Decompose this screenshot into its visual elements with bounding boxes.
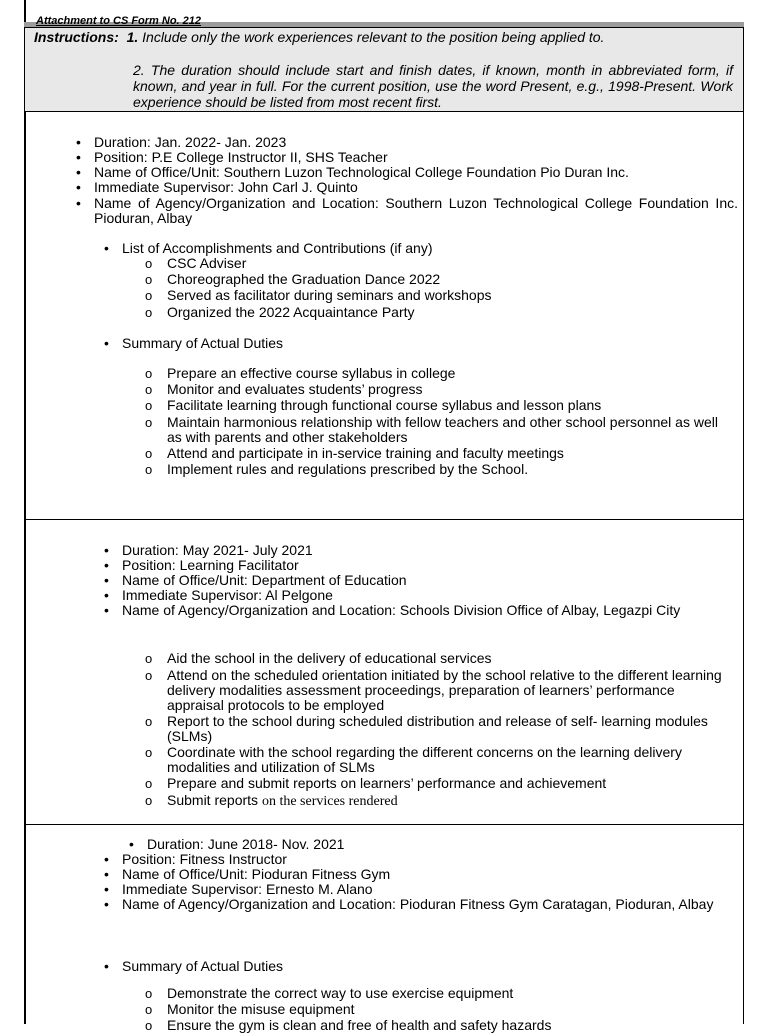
job1-duties-label: • Summary of Actual Duties: [122, 336, 283, 351]
list-item: o Monitor the misuse equipment: [167, 1002, 355, 1017]
list-item: o Served as facilitator during seminars and workshops: [167, 288, 492, 303]
job3-duration: • Duration: June 2018- Nov. 2021: [147, 837, 344, 852]
list-item-text-serif: on the services rendered: [261, 794, 398, 809]
instruction-1-number: 1.: [126, 29, 139, 45]
job3-supervisor: • Immediate Supervisor: Ernesto M. Alano: [122, 882, 373, 897]
job2-duration: • Duration: May 2021- July 2021: [122, 543, 313, 558]
list-item: o Aid the school in the delivery of educational services: [167, 651, 492, 666]
job1-position: • Position: P.E College Instructor II, SHS Teacher: [94, 150, 388, 165]
job3-office: • Name of Office/Unit: Pioduran Fitness Gym: [122, 867, 390, 882]
job1-accomplishments-label: • List of Accomplishments and Contributions (if any): [122, 241, 432, 256]
instructions-label: Instructions:: [34, 29, 119, 45]
list-item: o Facilitate learning through functional course syllabus and lesson plans: [167, 398, 601, 413]
list-item: o Attend on the scheduled orientation initiated by the school relative to the different learning delivery modalities assessment proceedings, preparation of learners’ performance appraisal protocols to be employed: [167, 668, 733, 713]
list-item: o Prepare an effective course syllabus in college: [167, 366, 455, 381]
job1-supervisor: • Immediate Supervisor: John Carl J. Quinto: [94, 180, 358, 195]
right-border: [743, 22, 744, 1024]
list-item: o Prepare and submit reports on learners’ performance and achievement: [167, 776, 606, 791]
list-item: o Report to the school during scheduled distribution and release of self- learning modules (SLMs): [167, 714, 733, 744]
divider: [24, 111, 744, 112]
job1-office: • Name of Office/Unit: Southern Luzon Technological College Foundation Pio Duran Inc.: [94, 165, 629, 180]
job2-supervisor: • Immediate Supervisor: Al Pelgone: [122, 588, 333, 603]
job3-position: • Position: Fitness Instructor: [122, 852, 287, 867]
list-item: o Attend and participate in in-service training and faculty meetings: [167, 446, 564, 461]
list-item: o Maintain harmonious relationship with fellow teachers and other school personnel as well as with parents and other stakeholders: [167, 415, 733, 445]
list-item: o CSC Adviser: [167, 256, 246, 271]
list-item: o Implement rules and regulations prescribed by the School.: [167, 462, 528, 477]
list-item: o Monitor and evaluates students’ progress: [167, 382, 423, 397]
list-item: o Choreographed the Graduation Dance 2022: [167, 272, 440, 287]
list-item-text: Submit reports: [167, 792, 262, 808]
attachment-label: Attachment to CS Form No. 212: [36, 15, 202, 27]
divider: [24, 27, 744, 28]
left-border: [24, 0, 26, 1024]
job1-duration: • Duration: Jan. 2022- Jan. 2023: [94, 135, 286, 150]
job2-agency: • Name of Agency/Organization and Location: Schools Division Office of Albay, Legazpi City: [122, 603, 680, 618]
list-item: [167, 793, 398, 809]
list-item: o Organized the 2022 Acquaintance Party: [167, 305, 415, 320]
divider: [24, 519, 744, 520]
list-item: o Ensure the gym is clean and free of health and safety hazards: [167, 1018, 551, 1033]
instruction-1-text: Include only the work experiences relevant to the position being applied to.: [142, 29, 605, 45]
job3-duties-label: • Summary of Actual Duties: [122, 959, 283, 974]
instruction-2: 2. The duration should include start and finish dates, if known, month in abbreviated form, if known, and year in full. For the current position, use the word Present, e.g., 1998-Present. Work experience should be listed from most recent first.: [133, 62, 733, 110]
instruction-1: [34, 29, 604, 45]
list-item: o Demonstrate the correct way to use exercise equipment: [167, 986, 513, 1001]
job2-office: • Name of Office/Unit: Department of Education: [122, 573, 407, 588]
job1-agency: • Name of Agency/Organization and Location: Southern Luzon Technological College Foundation Inc. Pioduran, Albay: [94, 196, 738, 226]
list-item: o Coordinate with the school regarding the different concerns on the learning delivery modalities and utilization of SLMs: [167, 745, 733, 775]
divider: [24, 824, 744, 825]
job2-position: • Position: Learning Facilitator: [122, 558, 299, 573]
job3-agency: • Name of Agency/Organization and Location: Pioduran Fitness Gym Caratagan, Pioduran, Albay: [122, 897, 735, 912]
